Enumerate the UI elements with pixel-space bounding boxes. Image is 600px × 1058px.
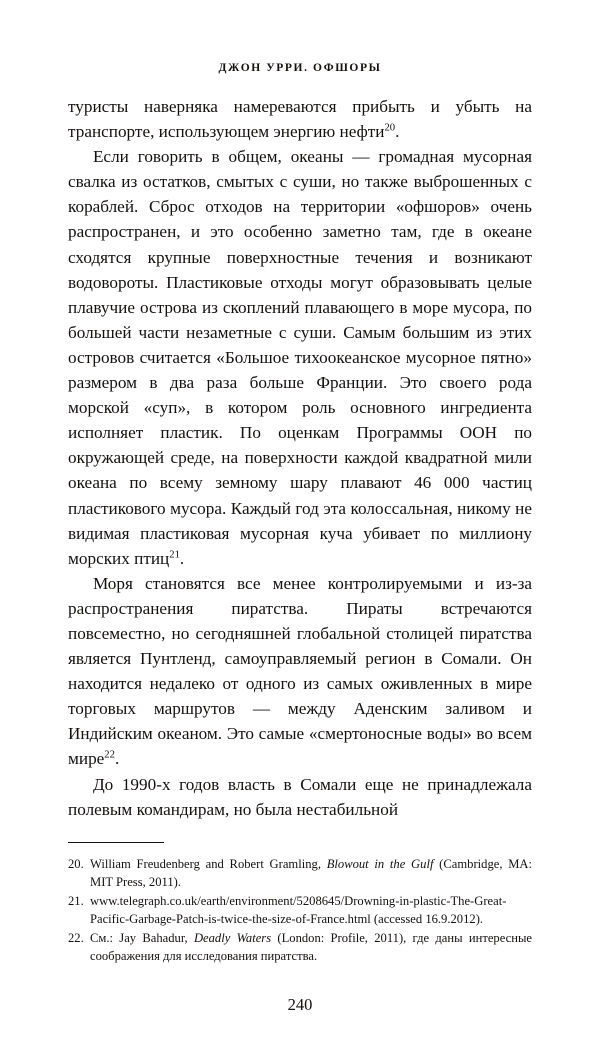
paragraph-somalia: До 1990-х годов власть в Сомали еще не принадлежала полевым командирам, но была нестабильной bbox=[68, 774, 532, 819]
footnote-number: 22. bbox=[68, 931, 84, 946]
footnote-number: 20. bbox=[68, 857, 84, 871]
running-head: ДЖОН УРРИ. ОФШОРЫ bbox=[218, 62, 382, 74]
paragraph-piracy: Моря становятся все менее контролируемыми и из-за распространения пиратства. Пираты встречаются повсеместно, но сегодняшней глобальной столицей пиратства является Пунтленд, самоуправляемый регион в Сомали. Он находится недалеко от одного из самых оживленных в мире торговых маршрутов — между Аденским заливом и Индийским океаном. Это самые «смертоносные воды» во всем мире$^{22}$. bbox=[68, 573, 532, 769]
footnote-item bbox=[68, 893, 532, 928]
footnote-text: См.: Jay Bahadur, Deadly Waters (London: Profile, 2011), где даны интересные соображения для исследования пиратства. bbox=[90, 931, 532, 963]
paragraph-oceans: Если говорить в общем, океаны — громадная мусорная свалка из остатков, смытых с суши, но также выброшенных с кораблей. Сброс отходов на территории «офшоров» очень распространен, и это особенно заметно там, где в океане сходятся крупные поверхностные течения и возникают водовороты. Пластиковые отходы могут образовывать целые плавучие острова из скоплений плавающего в море мусора, по большей части незаметные с суши. Самым большим из этих островов считается «Большое тихоокеанское мусорное пятно» размером в два раза больше Франции. Это своего рода морской «суп», в котором роль основного ингредиента исполняет пластик. По оценкам Программы ООН по окружающей среде, на поверхности каждой квадратной мили океана по всему земному шару плавают 46 000 частиц пластикового мусора. Каждый год эта колоссальная, никому не видимая пластиковая мусорная куча убивает по миллиону морских птиц$^{21}$. bbox=[68, 147, 532, 568]
paragraph-continued: туристы наверняка намереваются прибыть и убыть на транспорте, использующем энергию нефти$^{20}$. bbox=[68, 97, 532, 142]
footnote-item bbox=[68, 856, 532, 891]
footnote-text: www.telegraph.co.uk/earth/environment/5208645/Drowning-in-plastic-The-Great-Pacific-Garbage-Patch-is-twice-the-size-of-France.html (accessed 16.9.2012). bbox=[90, 894, 507, 926]
footnotes-block bbox=[68, 856, 532, 968]
footnote-separator-rule bbox=[68, 842, 164, 843]
page-number: 240 bbox=[287, 995, 313, 1014]
footnote-text: William Freudenberg and Robert Gramling, Blowout in the Gulf (Cambridge, MA: MIT Press, 2011). bbox=[90, 857, 533, 889]
footnote-item bbox=[68, 930, 532, 965]
footnote-number: 21. bbox=[68, 894, 84, 909]
body-text-column bbox=[68, 94, 532, 822]
